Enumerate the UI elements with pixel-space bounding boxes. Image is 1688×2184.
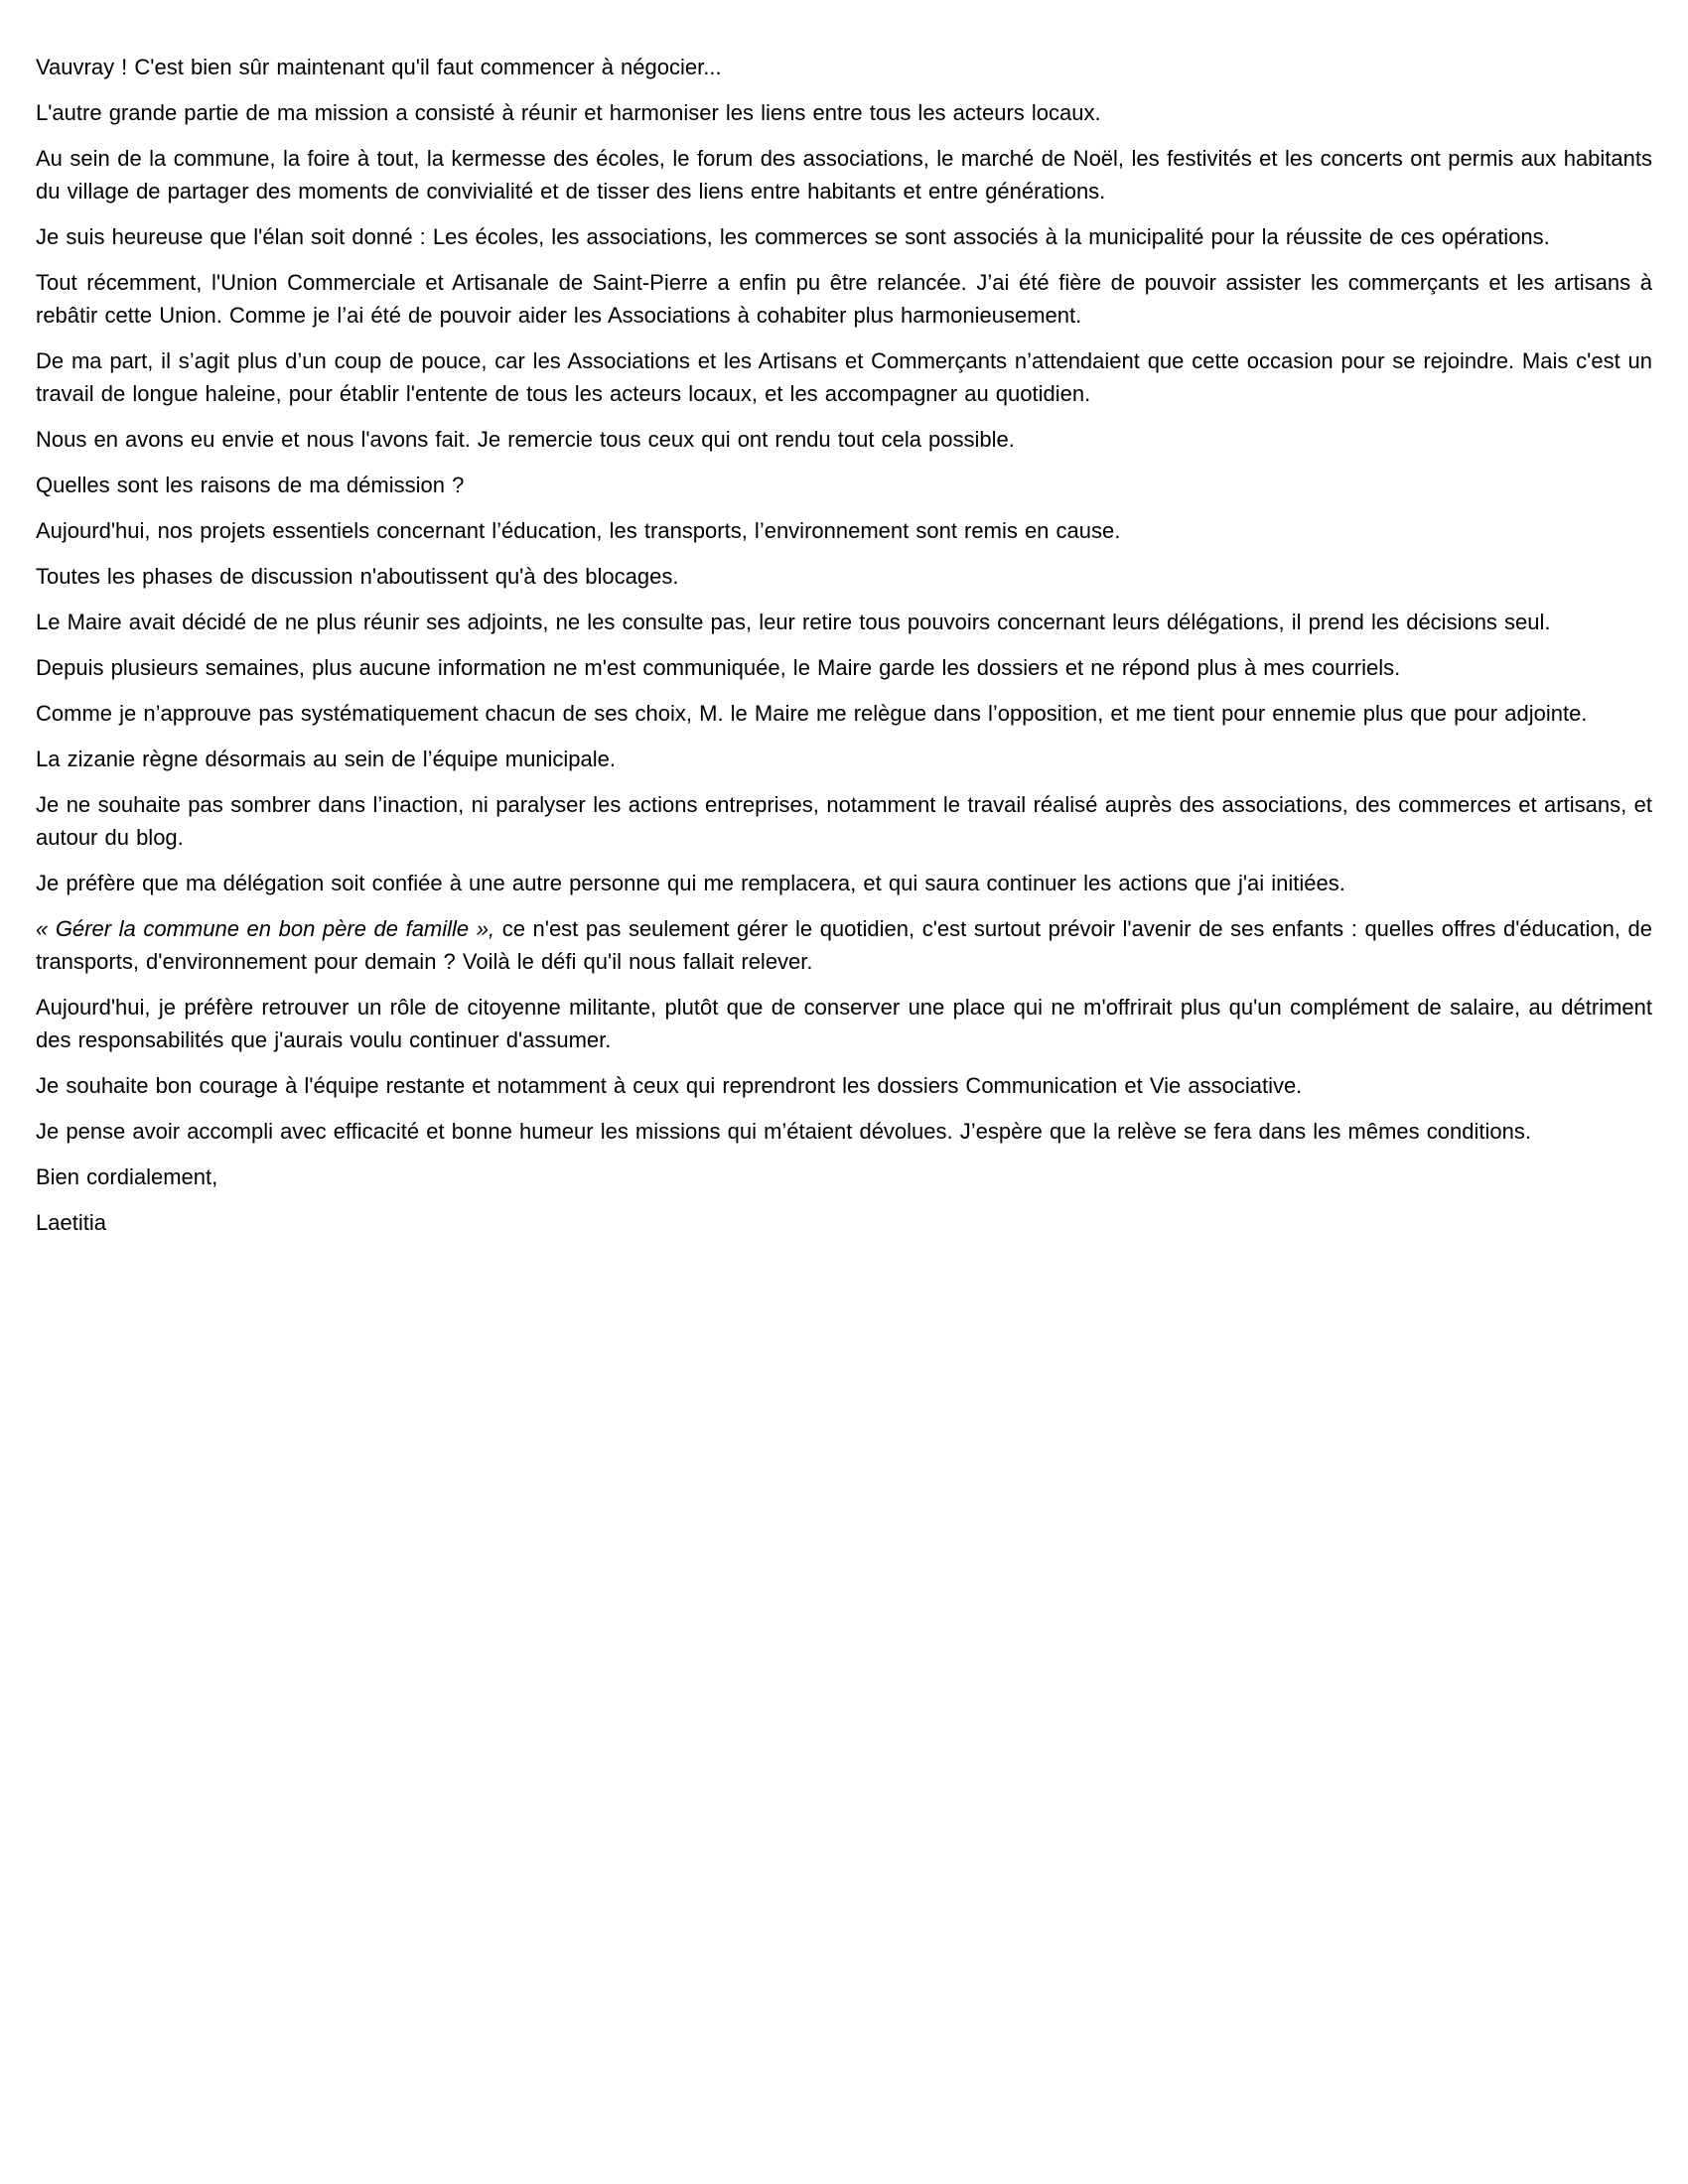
paragraph: Quelles sont les raisons de ma démission ? bbox=[36, 473, 465, 497]
paragraph: L'autre grande partie de ma mission a consisté à réunir et harmoniser les liens entre tous les acteurs locaux. bbox=[36, 100, 1101, 125]
paragraph: Nous en avons eu envie et nous l'avons fait. Je remercie tous ceux qui ont rendu tout cela possible. bbox=[36, 427, 1015, 452]
paragraph: Je pense avoir accompli avec efficacité et bonne humeur les missions qui m’étaient dévolues. J’espère que la relève se fera dans les mêmes conditions. bbox=[36, 1119, 1531, 1144]
signature-name: Laetitia bbox=[36, 1210, 106, 1235]
paragraph: Comme je n’approuve pas systématiquement chacun de ses choix, M. le Maire me relègue dans l’opposition, et me tient pour ennemie plus que pour adjointe. bbox=[36, 701, 1588, 726]
closing-salutation: Bien cordialement, bbox=[36, 1164, 218, 1189]
paragraph-text: ce n'est pas seulement gérer le quotidien, c'est surtout prévoir l'avenir de ses enfants : quelles offres d'éducation, de transports, d'environnement pour demain ? Voilà le défi qu'il nous fallait relever. bbox=[36, 916, 1652, 974]
paragraph: Je ne souhaite pas sombrer dans l’inaction, ni paralyser les actions entreprises, notamment le travail réalisé auprès des associations, des commerces et artisans, et autour du blog. bbox=[36, 792, 1652, 850]
paragraph: Je souhaite bon courage à l'équipe restante et notamment à ceux qui reprendront les dossiers Communication et Vie associative. bbox=[36, 1073, 1303, 1098]
paragraph-with-quote bbox=[36, 912, 1652, 978]
paragraph: Au sein de la commune, la foire à tout, la kermesse des écoles, le forum des associations, le marché de Noël, les festivités et les concerts ont permis aux habitants du village de partager des moments de convivialité et de tisser des liens entre habitants et entre générations. bbox=[36, 146, 1652, 204]
paragraph: Aujourd'hui, nos projets essentiels concernant l’éducation, les transports, l’environnement sont remis en cause. bbox=[36, 518, 1121, 543]
paragraph: Depuis plusieurs semaines, plus aucune information ne m'est communiquée, le Maire garde les dossiers et ne répond plus à mes courriels. bbox=[36, 655, 1401, 680]
paragraph: Toutes les phases de discussion n'aboutissent qu'à des blocages. bbox=[36, 564, 679, 589]
paragraph: Je préfère que ma délégation soit confiée à une autre personne qui me remplacera, et qui saura continuer les actions que j'ai initiées. bbox=[36, 871, 1345, 895]
quoted-phrase-italic: « Gérer la commune en bon père de famille », bbox=[36, 916, 502, 941]
paragraph: Le Maire avait décidé de ne plus réunir ses adjoints, ne les consulte pas, leur retire tous pouvoirs concernant leurs délégations, il prend les décisions seul. bbox=[36, 610, 1551, 634]
paragraph: Aujourd'hui, je préfère retrouver un rôle de citoyenne militante, plutôt que de conserver une place qui ne m'offrirait plus qu'un complément de salaire, au détriment des responsabilités que j'aurais voulu continuer d'assumer. bbox=[36, 995, 1652, 1052]
paragraph: De ma part, il s’agit plus d’un coup de pouce, car les Associations et les Artisans et Commerçants n’attendaient que cette occasion pour se rejoindre. Mais c'est un travail de longue haleine, pour établir l'entente de tous les acteurs locaux, et les accompagner au quotidien. bbox=[36, 348, 1652, 406]
letter-body bbox=[36, 51, 1652, 1239]
paragraph: La zizanie règne désormais au sein de l’équipe municipale. bbox=[36, 747, 617, 771]
paragraph: Tout récemment, l'Union Commerciale et Artisanale de Saint-Pierre a enfin pu être relancée. J’ai été fière de pouvoir assister les commerçants et les artisans à rebâtir cette Union. Comme je l’ai été de pouvoir aider les Associations à cohabiter plus harmonieusement. bbox=[36, 270, 1652, 328]
paragraph: Je suis heureuse que l'élan soit donné : Les écoles, les associations, les commerces se sont associés à la municipalité pour la réussite de ces opérations. bbox=[36, 224, 1550, 249]
paragraph: Vauvray ! C'est bien sûr maintenant qu'il faut commencer à négocier... bbox=[36, 55, 722, 79]
